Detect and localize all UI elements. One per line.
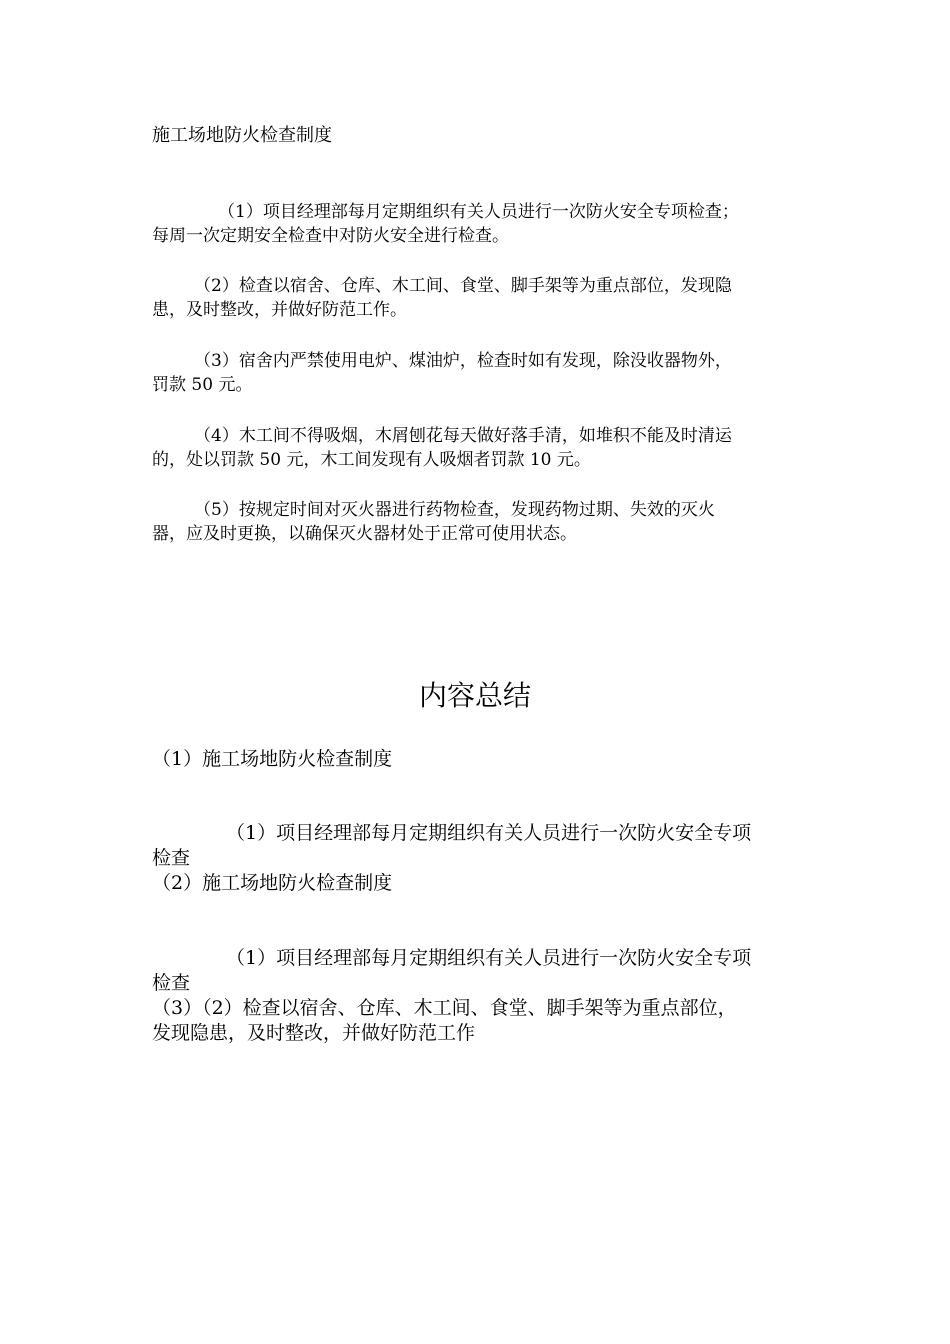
document-title: 施工场地防火检查制度 [152,125,332,146]
summary-item-4 [152,946,792,996]
summary-item-4-line-1: （1）项目经理部每月定期组织有关人员进行一次防火安全专项 [226,947,752,969]
paragraph-4 [152,424,792,472]
paragraph-3-line-1: （3）宿舍内严禁使用电炉、煤油炉，检查时如有发现，除没收器物外， [194,351,732,371]
summary-item-4-line-2: 检查 [152,972,191,994]
summary-item-5-line-1: （3）（2）检查以宿舍、仓库、木工间、食堂、脚手架等为重点部位， [152,997,737,1019]
summary-item-3-line-1: （2）施工场地防火检查制度 [152,872,393,894]
paragraph-5 [152,498,792,546]
summary-item-5-line-2: 发现隐患，及时整改，并做好防范工作 [152,1022,476,1044]
paragraph-3-line-2: 罚款 50 元。 [152,375,253,395]
summary-heading: 内容总结 [418,679,531,712]
paragraph-4-line-1: （4）木工间不得吸烟，木屑刨花每天做好落手清，如堆积不能及时清运 [194,426,732,446]
paragraph-2-line-1: （2）检查以宿舍、仓库、木工间、食堂、脚手架等为重点部位，发现隐 [194,276,732,296]
summary-item-2-line-1: （1）项目经理部每月定期组织有关人员进行一次防火安全专项 [226,822,752,844]
paragraph-1-line-1: （1）项目经理部每月定期组织有关人员进行一次防火安全专项检查； [218,202,739,222]
paragraph-2 [152,274,792,322]
summary-item-1-line-1: （1）施工场地防火检查制度 [152,748,393,770]
paragraph-5-line-1: （5）按规定时间对灭火器进行药物检查，发现药物过期、失效的灭火 [194,500,715,520]
paragraph-2-line-2: 患，及时整改，并做好防范工作。 [152,300,407,320]
summary-item-3 [152,871,792,896]
summary-item-1 [152,747,792,772]
summary-item-5 [152,996,792,1046]
paragraph-4-line-2: 的，处以罚款 50 元，木工间发现有人吸烟者罚款 10 元。 [152,450,591,470]
paragraph-1 [152,200,792,248]
summary-item-2-line-2: 检查 [152,847,191,869]
paragraph-5-line-2: 器，应及时更换，以确保灭火器材处于正常可使用状态。 [152,524,577,544]
paragraph-1-line-2: 每周一次定期安全检查中对防火安全进行检查。 [152,226,509,246]
paragraph-3 [152,349,792,397]
summary-item-2 [152,821,792,871]
